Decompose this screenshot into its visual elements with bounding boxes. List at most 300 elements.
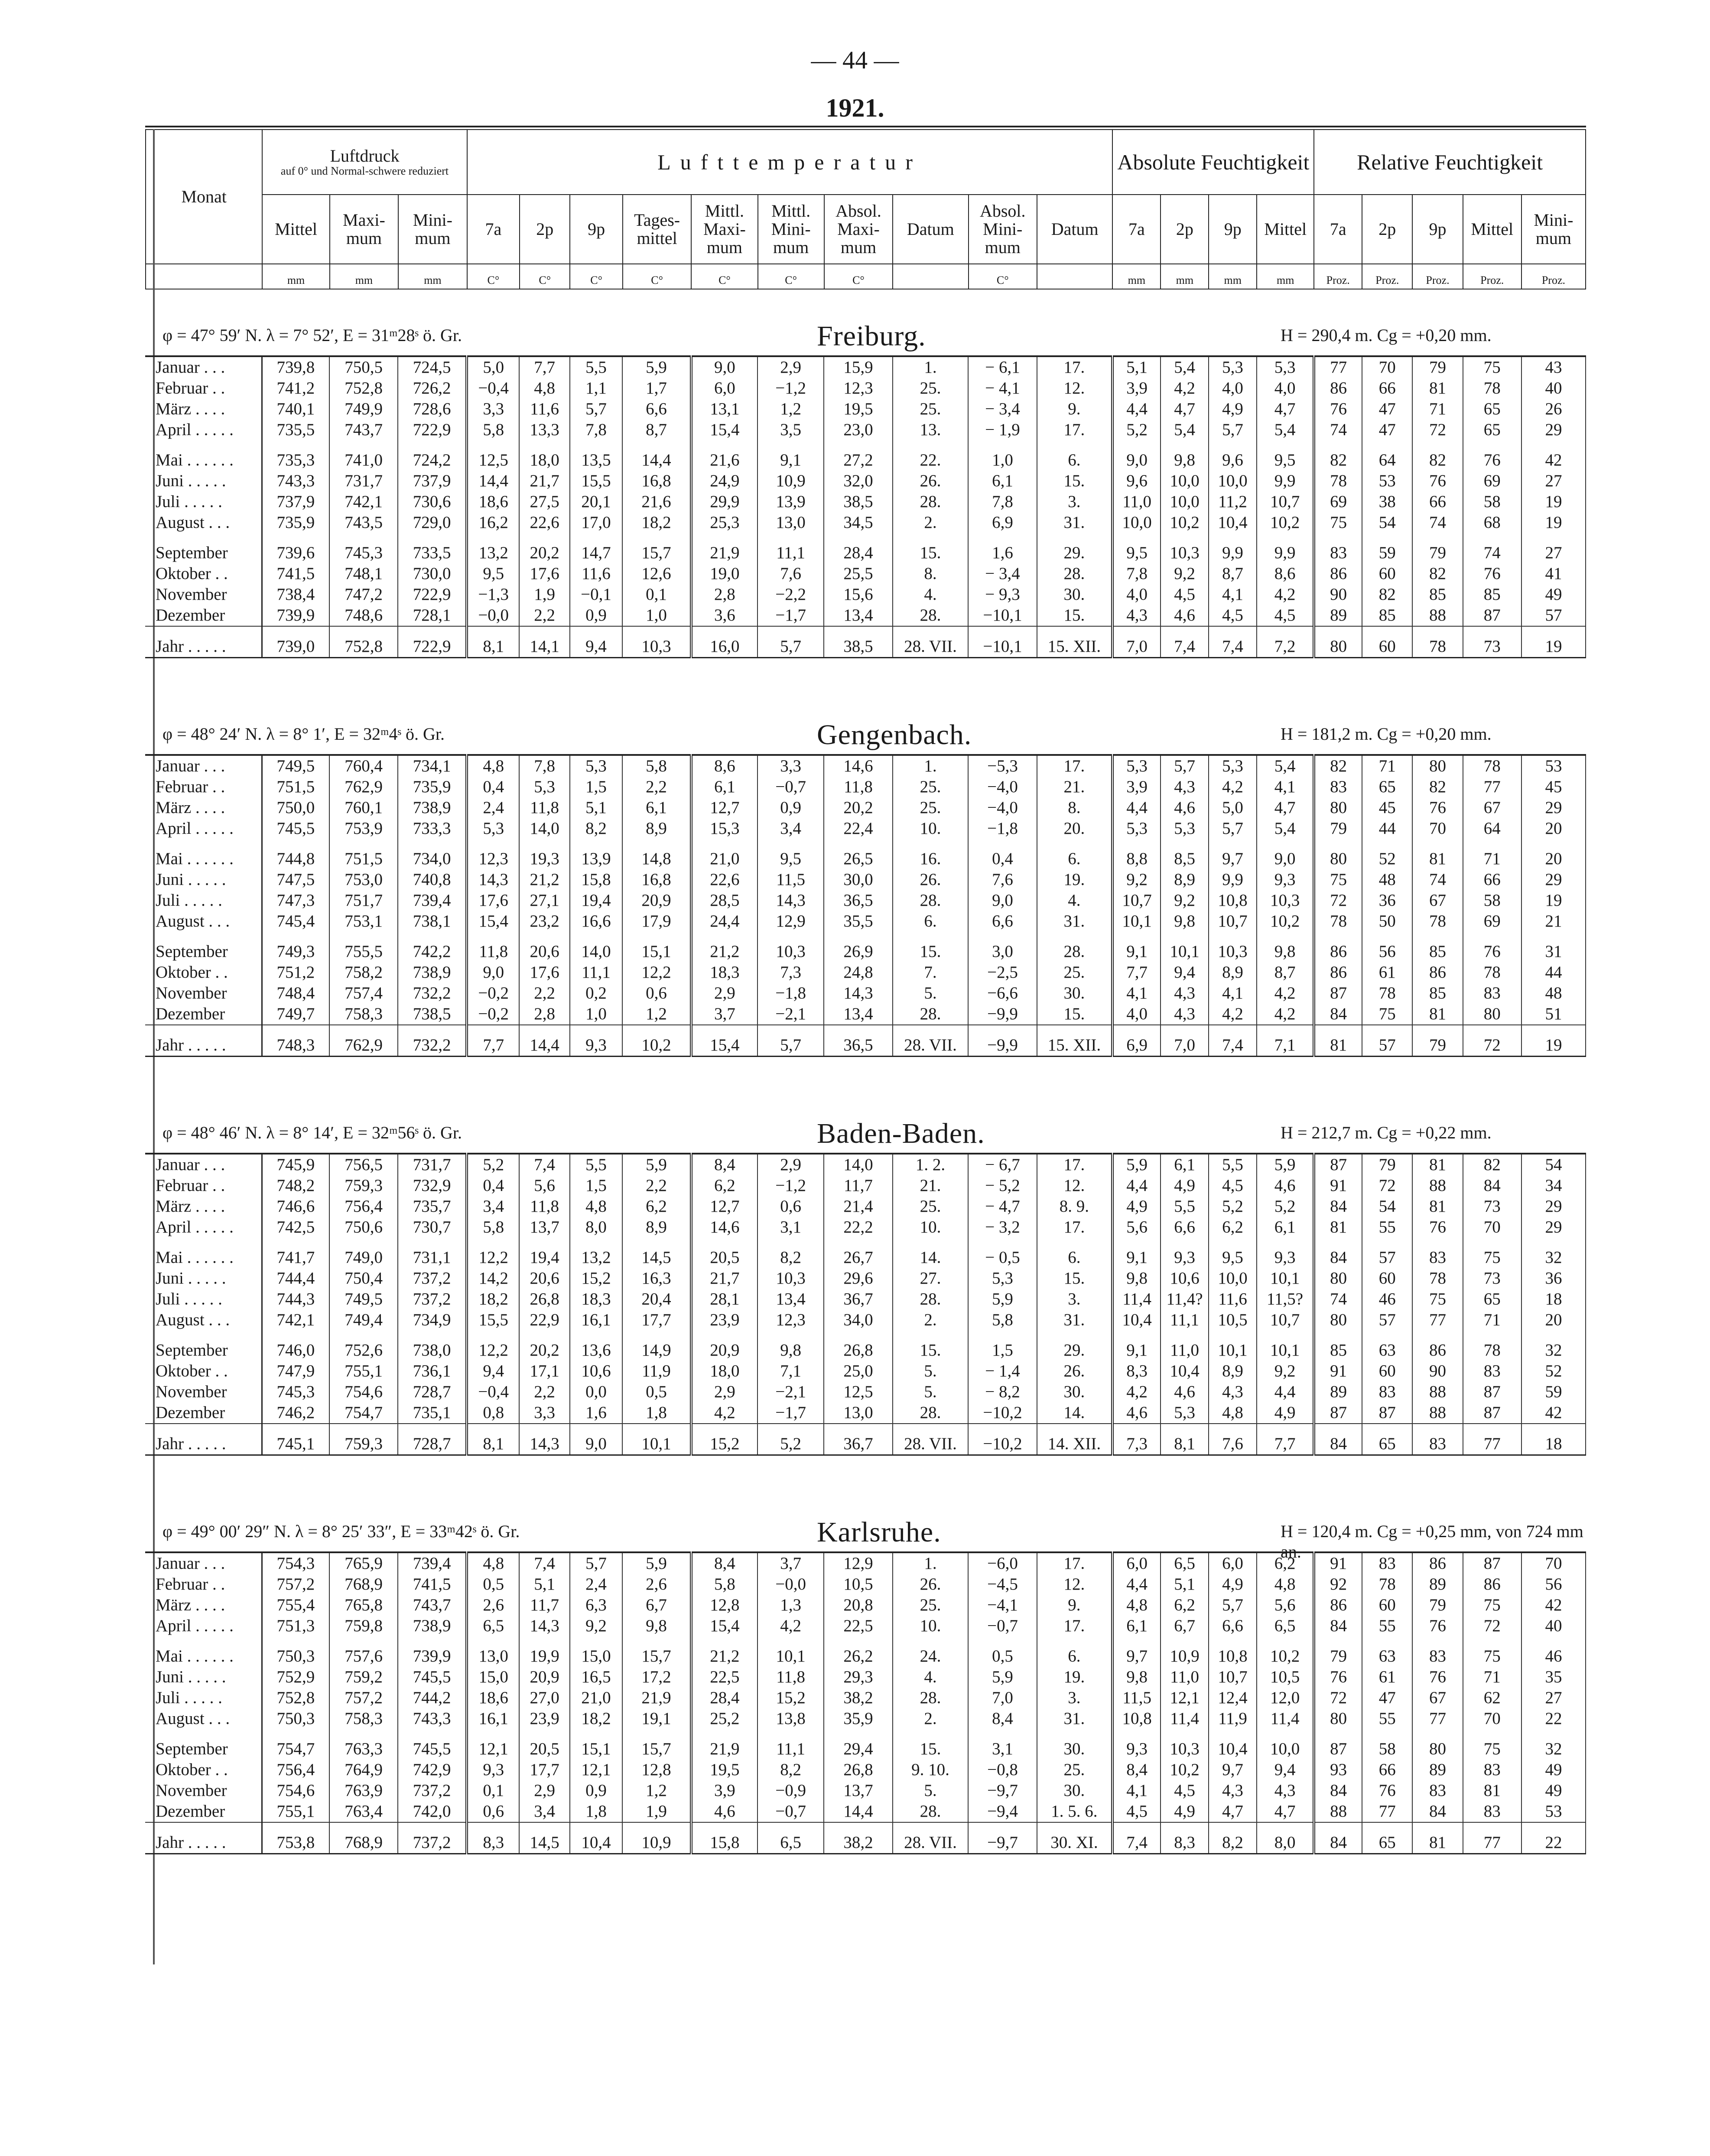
table-cell: 70 <box>1412 818 1463 839</box>
table-cell: 17. <box>1037 356 1112 378</box>
table-row <box>145 605 1586 626</box>
table-cell: 739,6 <box>262 533 329 563</box>
table-cell: 726,2 <box>398 378 467 399</box>
table-cell: 12,8 <box>691 1595 757 1616</box>
column-name: Mittel <box>1257 195 1314 264</box>
station-table <box>145 355 1586 658</box>
table-cell: 763,3 <box>329 1729 398 1759</box>
table-cell: −6,6 <box>968 983 1037 1004</box>
table-cell: −2,2 <box>757 584 824 605</box>
table-cell: 744,2 <box>398 1688 467 1708</box>
table-cell: 13,8 <box>757 1708 824 1729</box>
table-cell: 728,6 <box>398 399 467 419</box>
table-cell: − 3,2 <box>968 1217 1037 1238</box>
table-row <box>145 911 1586 932</box>
table-cell: 763,9 <box>329 1780 398 1801</box>
table-cell: 10,9 <box>622 1822 691 1854</box>
table-cell: 76 <box>1412 1667 1463 1688</box>
table-cell: 4,0 <box>1257 378 1314 399</box>
month-label: Februar . . <box>145 378 262 399</box>
table-cell: 5,7 <box>1209 1595 1257 1616</box>
table-cell: 25. <box>1037 962 1112 983</box>
table-cell: 755,5 <box>329 932 398 962</box>
month-label: Juni . . . . . <box>145 869 262 890</box>
table-cell: −1,2 <box>757 1175 824 1196</box>
month-label: Dezember <box>145 1801 262 1822</box>
table-cell: 20,2 <box>519 1330 569 1361</box>
table-cell: 768,9 <box>329 1822 398 1854</box>
table-cell: 79 <box>1314 1636 1362 1667</box>
table-cell: 14,6 <box>824 755 893 777</box>
table-cell: 9,9 <box>1257 533 1314 563</box>
table-cell: −6,0 <box>968 1552 1037 1574</box>
table-cell: 753,1 <box>329 911 398 932</box>
table-cell: 14,0 <box>570 932 623 962</box>
table-cell: 88 <box>1412 1175 1463 1196</box>
table-cell: 754,7 <box>262 1729 329 1759</box>
station-table <box>145 1153 1586 1456</box>
table-cell: 15. <box>893 1330 968 1361</box>
table-cell: 84 <box>1314 1424 1362 1455</box>
table-cell: 18,2 <box>467 1289 520 1310</box>
table-cell: 25. <box>893 378 968 399</box>
table-cell: 746,6 <box>262 1196 329 1217</box>
table-cell: 14,5 <box>519 1822 569 1854</box>
table-cell: 5,7 <box>570 399 623 419</box>
table-cell: 14,3 <box>757 890 824 911</box>
table-cell: 4,6 <box>1112 1402 1161 1424</box>
table-cell: 5,7 <box>1209 818 1257 839</box>
table-cell: 5,8 <box>622 755 691 777</box>
table-cell: 15,8 <box>570 869 623 890</box>
table-cell: 742,5 <box>262 1217 329 1238</box>
table-cell: 66 <box>1412 491 1463 512</box>
table-cell: 80 <box>1412 1729 1463 1759</box>
table-cell: −0,0 <box>757 1574 824 1595</box>
unit-cell: C° <box>570 264 623 289</box>
column-name: 9p <box>570 195 623 264</box>
table-cell: 5,4 <box>1257 818 1314 839</box>
table-cell: 45 <box>1362 797 1412 818</box>
table-cell: 48 <box>1521 983 1586 1004</box>
table-cell: 8. 9. <box>1037 1196 1112 1217</box>
table-cell: 75 <box>1463 1238 1521 1268</box>
table-cell: 8,7 <box>1257 962 1314 983</box>
table-cell: 4,6 <box>1161 605 1209 626</box>
month-label: März . . . . <box>145 797 262 818</box>
unit-cell: mm <box>1112 264 1161 289</box>
table-cell: 72 <box>1463 1616 1521 1636</box>
table-cell: 38,2 <box>824 1688 893 1708</box>
month-label: Jahr . . . . . <box>145 626 262 658</box>
table-cell: −1,8 <box>757 983 824 1004</box>
table-cell: 6,1 <box>691 777 757 797</box>
table-cell: 71 <box>1463 1310 1521 1330</box>
table-cell: 11,5 <box>1112 1688 1161 1708</box>
table-cell: 752,8 <box>262 1688 329 1708</box>
table-cell: 90 <box>1412 1361 1463 1382</box>
table-cell: 11,9 <box>622 1361 691 1382</box>
table-cell: 19 <box>1521 890 1586 911</box>
table-cell: 20,6 <box>519 1268 569 1289</box>
unit-cell: Proz. <box>1362 264 1412 289</box>
table-cell: 19,3 <box>519 839 569 869</box>
table-cell: 7,6 <box>757 563 824 584</box>
table-cell: 730,0 <box>398 563 467 584</box>
table-row <box>145 440 1586 471</box>
table-cell: 6,5 <box>1161 1552 1209 1574</box>
table-cell: 753,0 <box>329 869 398 890</box>
table-cell: 38,2 <box>824 1822 893 1854</box>
table-cell: 4,6 <box>1161 1382 1209 1402</box>
table-cell: 2,2 <box>622 777 691 797</box>
table-cell: 72 <box>1362 1175 1412 1196</box>
table-cell: 752,8 <box>329 378 398 399</box>
table-cell: 76 <box>1412 1616 1463 1636</box>
table-cell: 77 <box>1314 356 1362 378</box>
table-cell: 5,8 <box>968 1310 1037 1330</box>
table-cell: 9,0 <box>1112 440 1161 471</box>
table-row <box>145 1196 1586 1217</box>
table-cell: 15,4 <box>691 1025 757 1057</box>
table-cell: 21,2 <box>691 1636 757 1667</box>
column-header <box>145 129 1586 289</box>
table-cell: 20,1 <box>570 491 623 512</box>
table-cell: 30. <box>1037 983 1112 1004</box>
table-cell: 10,2 <box>1257 1636 1314 1667</box>
table-cell: 758,3 <box>329 1004 398 1025</box>
table-cell: 6,1 <box>1112 1616 1161 1636</box>
table-cell: 21. <box>1037 777 1112 797</box>
table-cell: 750,5 <box>329 356 398 378</box>
table-cell: 17,7 <box>622 1310 691 1330</box>
table-cell: 15. <box>1037 1004 1112 1025</box>
table-cell: 13,7 <box>824 1780 893 1801</box>
column-name: Absol. Maxi-mum <box>824 195 893 264</box>
column-name: 9p <box>1412 195 1463 264</box>
table-cell: 20,9 <box>622 890 691 911</box>
unit-cell: Proz. <box>1314 264 1362 289</box>
table-cell: 58 <box>1463 890 1521 911</box>
table-cell: 15. <box>1037 471 1112 491</box>
table-cell: 10,5 <box>1209 1310 1257 1330</box>
table-cell: 25,2 <box>691 1708 757 1729</box>
month-label: September <box>145 1330 262 1361</box>
table-cell: 20,2 <box>824 797 893 818</box>
table-cell: 738,4 <box>262 584 329 605</box>
table-cell: 744,8 <box>262 839 329 869</box>
table-cell: −0,7 <box>968 1616 1037 1636</box>
table-cell: 12,9 <box>757 911 824 932</box>
table-cell: 86 <box>1314 962 1362 983</box>
table-row <box>145 1595 1586 1616</box>
table-cell: 8,9 <box>622 1217 691 1238</box>
table-cell: 78 <box>1463 378 1521 399</box>
table-cell: 740,1 <box>262 399 329 419</box>
table-cell: 15,9 <box>824 356 893 378</box>
table-cell: 76 <box>1314 1667 1362 1688</box>
table-cell: 83 <box>1314 533 1362 563</box>
table-cell: 2,8 <box>691 584 757 605</box>
station-table <box>145 1551 1586 1854</box>
table-cell: 6,1 <box>968 471 1037 491</box>
table-cell: 74 <box>1412 512 1463 533</box>
month-label: Mai . . . . . . <box>145 1636 262 1667</box>
table-cell: 5. <box>893 983 968 1004</box>
unit-cell: mm <box>262 264 329 289</box>
table-cell: 739,4 <box>398 890 467 911</box>
table-row <box>145 1004 1586 1025</box>
table-cell: 8,9 <box>1161 869 1209 890</box>
table-cell: 75 <box>1412 1289 1463 1310</box>
table-cell: 17. <box>1037 755 1112 777</box>
table-cell: − 1,9 <box>968 419 1037 440</box>
column-name: Mittl. Mini-mum <box>758 195 824 264</box>
table-cell: 10,4 <box>1112 1310 1161 1330</box>
table-cell: 750,6 <box>329 1217 398 1238</box>
table-cell: 6. <box>1037 839 1112 869</box>
table-cell: −0,2 <box>467 1004 520 1025</box>
table-cell: 752,9 <box>262 1667 329 1688</box>
table-cell: −0,7 <box>757 777 824 797</box>
table-cell: 84 <box>1314 1238 1362 1268</box>
table-cell: −2,1 <box>757 1004 824 1025</box>
table-row <box>145 962 1586 983</box>
table-cell: 4,9 <box>1112 1196 1161 1217</box>
station-height: H = 181,2 m. Cg = +0,20 mm. <box>1281 724 1492 744</box>
table-cell: 24,4 <box>691 911 757 932</box>
table-cell: 77 <box>1362 1801 1412 1822</box>
table-cell: 1. <box>893 755 968 777</box>
table-cell: 81 <box>1314 1217 1362 1238</box>
table-cell: 13,5 <box>570 440 623 471</box>
table-cell: 749,5 <box>262 755 329 777</box>
table-cell: 7,2 <box>1257 626 1314 658</box>
table-cell: 29 <box>1521 1196 1586 1217</box>
table-cell: 754,6 <box>329 1382 398 1402</box>
table-cell: −10,2 <box>968 1402 1037 1424</box>
table-cell: 85 <box>1412 932 1463 962</box>
table-cell: 83 <box>1463 1361 1521 1382</box>
table-cell: 10,1 <box>757 1636 824 1667</box>
table-cell: −10,2 <box>968 1424 1037 1455</box>
table-cell: − 3,4 <box>968 399 1037 419</box>
table-cell: 748,1 <box>329 563 398 584</box>
table-cell: 17,6 <box>467 890 520 911</box>
table-cell: 8,0 <box>570 1217 623 1238</box>
table-cell: 8,1 <box>1161 1424 1209 1455</box>
table-cell: 7,7 <box>467 1025 520 1057</box>
column-name: 7a <box>1314 195 1362 264</box>
table-cell: 19,0 <box>691 563 757 584</box>
table-cell: 12,5 <box>467 440 520 471</box>
table-cell: 79 <box>1412 1025 1463 1057</box>
table-cell: 5,0 <box>1209 797 1257 818</box>
table-cell: 70 <box>1362 356 1412 378</box>
table-cell: 87 <box>1314 1402 1362 1424</box>
table-cell: 728,1 <box>398 605 467 626</box>
table-cell: 11,2 <box>1209 491 1257 512</box>
table-cell: 82 <box>1314 755 1362 777</box>
table-cell: 54 <box>1521 1154 1586 1175</box>
table-cell: 4,8 <box>519 378 569 399</box>
table-cell: 3,1 <box>968 1729 1037 1759</box>
table-cell: −1,2 <box>757 378 824 399</box>
table-cell: 20,9 <box>519 1667 569 1688</box>
table-cell: 722,9 <box>398 626 467 658</box>
table-cell: 16,0 <box>691 626 757 658</box>
table-cell: 14,4 <box>824 1801 893 1822</box>
table-cell: 4,5 <box>1257 605 1314 626</box>
table-row <box>145 1175 1586 1196</box>
table-cell: 52 <box>1521 1361 1586 1382</box>
column-name: Tages-mittel <box>623 195 691 264</box>
table-cell: 762,9 <box>329 1025 398 1057</box>
table-cell: 741,7 <box>262 1238 329 1268</box>
table-cell: 3,9 <box>1112 378 1161 399</box>
table-cell: 3. <box>1037 1289 1112 1310</box>
table-cell: 25. <box>893 797 968 818</box>
table-cell: 735,3 <box>262 440 329 471</box>
table-cell: 7. <box>893 962 968 983</box>
table-cell: 11,6 <box>519 399 569 419</box>
table-cell: −0,1 <box>570 584 623 605</box>
unit-cell: C° <box>969 264 1037 289</box>
table-cell: 36,7 <box>824 1424 893 1455</box>
table-cell: −4,1 <box>968 1595 1037 1616</box>
unit-cell: C° <box>824 264 893 289</box>
table-cell: 8,4 <box>691 1552 757 1574</box>
table-cell: 5. <box>893 1382 968 1402</box>
table-cell: 38,5 <box>824 491 893 512</box>
table-cell: 53 <box>1521 1801 1586 1822</box>
table-cell: 22 <box>1521 1708 1586 1729</box>
table-cell: 5,3 <box>1161 818 1209 839</box>
table-row <box>145 1268 1586 1289</box>
table-cell: 739,9 <box>398 1636 467 1667</box>
table-cell: 15,0 <box>467 1667 520 1688</box>
month-label: Januar . . . <box>145 1552 262 1574</box>
table-cell: 8,3 <box>1161 1822 1209 1854</box>
table-cell: 11,6 <box>1209 1289 1257 1310</box>
table-cell: 47 <box>1362 399 1412 419</box>
table-cell: 743,5 <box>329 512 398 533</box>
table-cell: 737,2 <box>398 1780 467 1801</box>
table-cell: 10,0 <box>1209 1268 1257 1289</box>
table-cell: 12,4 <box>1209 1688 1257 1708</box>
table-cell: 21 <box>1521 911 1586 932</box>
table-cell: 21,6 <box>691 440 757 471</box>
table-cell: 722,9 <box>398 584 467 605</box>
table-cell: 9,3 <box>1257 869 1314 890</box>
table-cell: 89 <box>1314 605 1362 626</box>
month-label: Juni . . . . . <box>145 1667 262 1688</box>
month-label: Juli . . . . . <box>145 491 262 512</box>
table-cell: 749,9 <box>329 399 398 419</box>
table-cell: 47 <box>1362 419 1412 440</box>
table-cell: 5,7 <box>757 626 824 658</box>
month-label: April . . . . . <box>145 419 262 440</box>
table-cell: 54 <box>1362 1196 1412 1217</box>
table-cell: 752,8 <box>329 626 398 658</box>
table-cell: 15,3 <box>691 818 757 839</box>
table-cell: 7,6 <box>968 869 1037 890</box>
table-cell: 22. <box>893 440 968 471</box>
table-cell: 4,1 <box>1209 584 1257 605</box>
table-cell: 82 <box>1412 777 1463 797</box>
table-cell: 14,2 <box>467 1268 520 1289</box>
table-cell: 35,5 <box>824 911 893 932</box>
table-cell: 27,1 <box>519 890 569 911</box>
table-cell: 2,9 <box>691 1382 757 1402</box>
table-cell: 54 <box>1362 512 1412 533</box>
table-cell: 5,2 <box>1257 1196 1314 1217</box>
table-cell: 11,5? <box>1257 1289 1314 1310</box>
unit-cell <box>893 264 968 289</box>
table-cell: 8,1 <box>467 1424 520 1455</box>
table-cell: 38,5 <box>824 626 893 658</box>
table-cell: 4,0 <box>1209 378 1257 399</box>
table-cell: 4,9 <box>1209 1574 1257 1595</box>
table-cell: 5,7 <box>1209 419 1257 440</box>
table-cell: 749,7 <box>262 1004 329 1025</box>
month-label: Juli . . . . . <box>145 1289 262 1310</box>
table-cell: 36 <box>1362 890 1412 911</box>
table-cell: 6,1 <box>1257 1217 1314 1238</box>
month-label: Dezember <box>145 1004 262 1025</box>
table-cell: 71 <box>1362 755 1412 777</box>
table-cell: 71 <box>1463 839 1521 869</box>
table-cell: 4,5 <box>1161 584 1209 605</box>
table-cell: 21,0 <box>570 1688 623 1708</box>
table-cell: 1,0 <box>570 1004 623 1025</box>
table-cell: 2,9 <box>691 983 757 1004</box>
table-cell: 737,9 <box>262 491 329 512</box>
table-cell: 6,9 <box>1112 1025 1161 1057</box>
table-cell: 750,4 <box>329 1268 398 1289</box>
table-cell: 86 <box>1314 1595 1362 1616</box>
table-cell: 30,0 <box>824 869 893 890</box>
table-cell: −9,4 <box>968 1801 1037 1822</box>
table-cell: 80 <box>1314 626 1362 658</box>
table-cell: 78 <box>1412 1268 1463 1289</box>
table-cell: 9,8 <box>1161 911 1209 932</box>
table-cell: 87 <box>1463 605 1521 626</box>
table-cell: 11,8 <box>467 932 520 962</box>
table-cell: 12,5 <box>824 1382 893 1402</box>
table-cell: 14. <box>893 1238 968 1268</box>
table-cell: 87 <box>1314 983 1362 1004</box>
table-cell: 10,3 <box>1209 932 1257 962</box>
table-cell: 1,7 <box>622 378 691 399</box>
table-cell: −1,7 <box>757 605 824 626</box>
table-cell: 84 <box>1314 1822 1362 1854</box>
table-cell: 745,3 <box>329 533 398 563</box>
table-cell: 6,0 <box>1209 1552 1257 1574</box>
table-cell: 28. <box>893 1801 968 1822</box>
table-cell: 9,9 <box>1209 533 1257 563</box>
table-cell: 34,5 <box>824 512 893 533</box>
table-cell: 7,7 <box>1112 962 1161 983</box>
table-cell: 65 <box>1362 1822 1412 1854</box>
table-cell: 26,8 <box>824 1330 893 1361</box>
table-cell: 25,3 <box>691 512 757 533</box>
table-cell: 15,2 <box>691 1424 757 1455</box>
table-cell: 10,2 <box>1257 512 1314 533</box>
table-row <box>145 1822 1586 1854</box>
month-label: August . . . <box>145 512 262 533</box>
table-cell: 20,4 <box>622 1289 691 1310</box>
